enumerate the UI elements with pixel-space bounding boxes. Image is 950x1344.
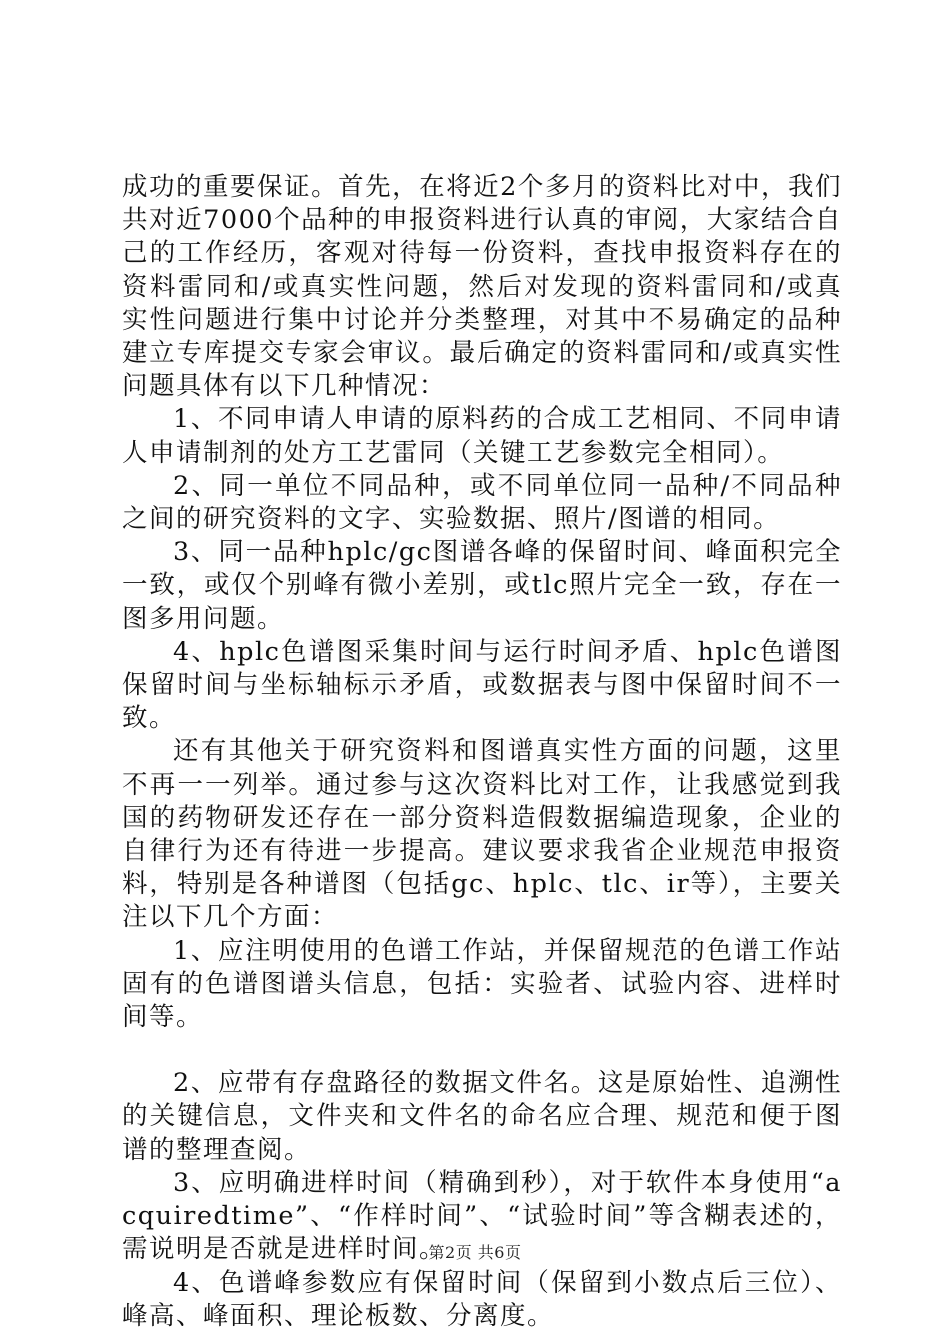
- paragraph-intro: 成功的重要保证。首先，在将近2个多月的资料比对中，我们共对近7000个品种的申报资料进行认真的审阅，大家结合自己的工作经历，客观对待每一份资料，查找申报资料存在的资料雷同和/或真实性问题，然后对发现的资料雷同和/或真实性问题进行集中讨论并分类整理，对其中不易确定的品种建立专库提交专家会审议。最后确定的资料雷同和/或真实性问题具体有以下几种情况：: [122, 172, 842, 402]
- paragraph-item-3: 3、同一品种hplc/gc图谱各峰的保留时间、峰面积完全一致，或仅个别峰有微小差别，或tlc照片完全一致，存在一图多用问题。: [122, 537, 842, 634]
- paragraph-suggestion: 还有其他关于研究资料和图谱真实性方面的问题，这里不再一一列举。通过参与这次资料比对工作，让我感觉到我国的药物研发还存在一部分资料造假数据编造现象，企业的自律行为还有待进一步提高。建议要求我省企业规范申报资料，特别是各种谱图（包括gc、hplc、tlc、ir等），主要关注以下几个方面：: [122, 736, 842, 933]
- paragraph-item-4: 4、hplc色谱图采集时间与运行时间矛盾、hplc色谱图保留时间与坐标轴标示矛盾，或数据表与图中保留时间不一致。: [122, 636, 842, 734]
- document-body: [122, 171, 842, 1333]
- paragraph-item-2: 2、同一单位不同品种，或不同单位同一品种/不同品种之间的研究资料的文字、实验数据、照片/图谱的相同。: [122, 470, 842, 535]
- page-number-label: 第2页 共6页: [428, 1243, 522, 1262]
- paragraph-suggestion-3: 3、应明确进样时间（精确到秒），对于软件本身使用“acquiredtime”、“作样时间”、“试验时间”等含糊表述的，需说明是否就是进样时间。: [122, 1167, 842, 1265]
- paragraph-item-1: 1、不同申请人申请的原料药的合成工艺相同、不同申请人申请制剂的处方工艺雷同（关键工艺参数完全相同）。: [122, 404, 842, 468]
- paragraph-suggestion-2: 2、应带有存盘路径的数据文件名。这是原始性、追溯性的关键信息，文件夹和文件名的命名应合理、规范和便于图谱的整理查阅。: [122, 1068, 842, 1165]
- paragraph-suggestion-1: 1、应注明使用的色谱工作站，并保留规范的色谱工作站固有的色谱图谱头信息，包括：实验者、试验内容、进样时间等。: [122, 935, 842, 1033]
- paragraph-suggestion-4: 4、色谱峰参数应有保留时间（保留到小数点后三位）、峰高、峰面积、理论板数、分离度。: [122, 1267, 842, 1331]
- page-footer: [0, 1243, 950, 1263]
